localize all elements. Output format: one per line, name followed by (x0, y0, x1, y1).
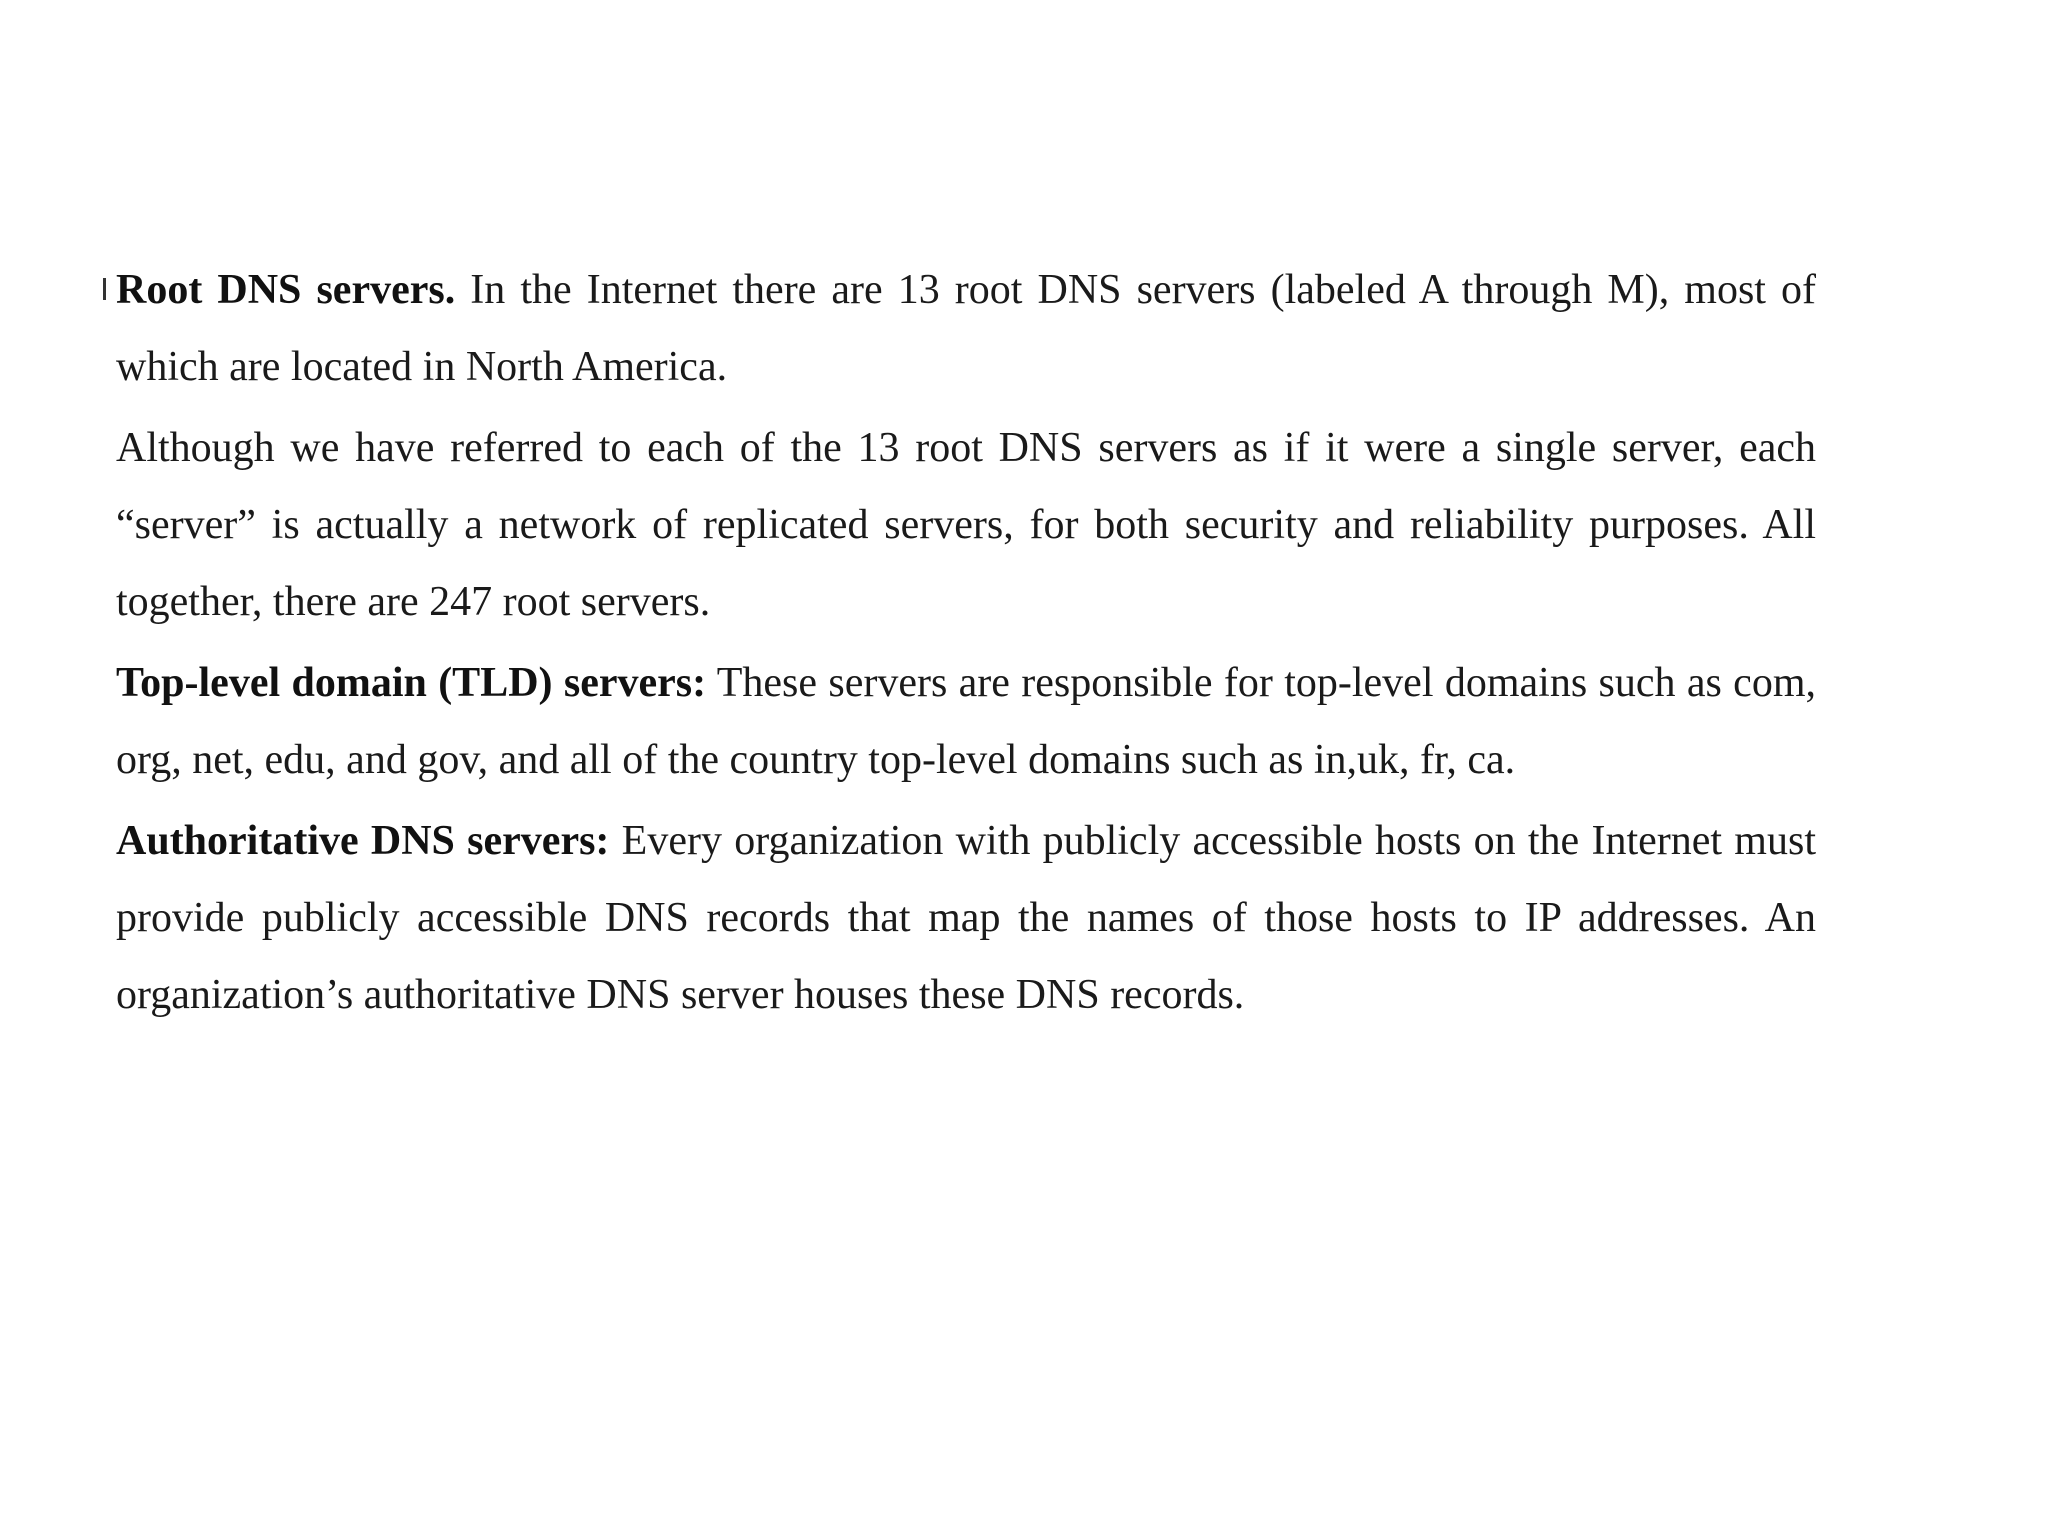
bullet-mark (103, 278, 106, 300)
paragraph-root-dns (116, 252, 1816, 406)
paragraph-text: Every organization with publicly accessible hosts on the Internet must provide publicly accessible DNS records that map the names of those hosts to IP addresses. An organization’s authoritative DNS server houses these DNS records. (116, 818, 1816, 1018)
paragraph-lead: Authoritative DNS servers: (116, 818, 610, 864)
paragraph-replicated-servers (116, 410, 1816, 641)
paragraph-tld-servers (116, 645, 1816, 799)
paragraph-text: Although we have referred to each of the 13 root DNS servers as if it were a single server, each “server” is actually a network of replicated servers, for both security and reliability purposes. All together, there are 247 root servers. (116, 425, 1816, 625)
paragraph-authoritative-servers (116, 803, 1816, 1034)
paragraph-lead: Top-level domain (TLD) servers: (116, 660, 707, 706)
document-body (116, 252, 1816, 1034)
paragraph-lead: Root DNS servers. (116, 267, 456, 313)
paragraph-text: These servers are responsible for top-level domains such as com, org, net, edu, and gov, and all of the country top-level domains such as in,uk, fr, ca. (116, 660, 1816, 783)
paragraph-text: In the Internet there are 13 root DNS servers (labeled A through M), most of which are located in North America. (116, 267, 1817, 390)
